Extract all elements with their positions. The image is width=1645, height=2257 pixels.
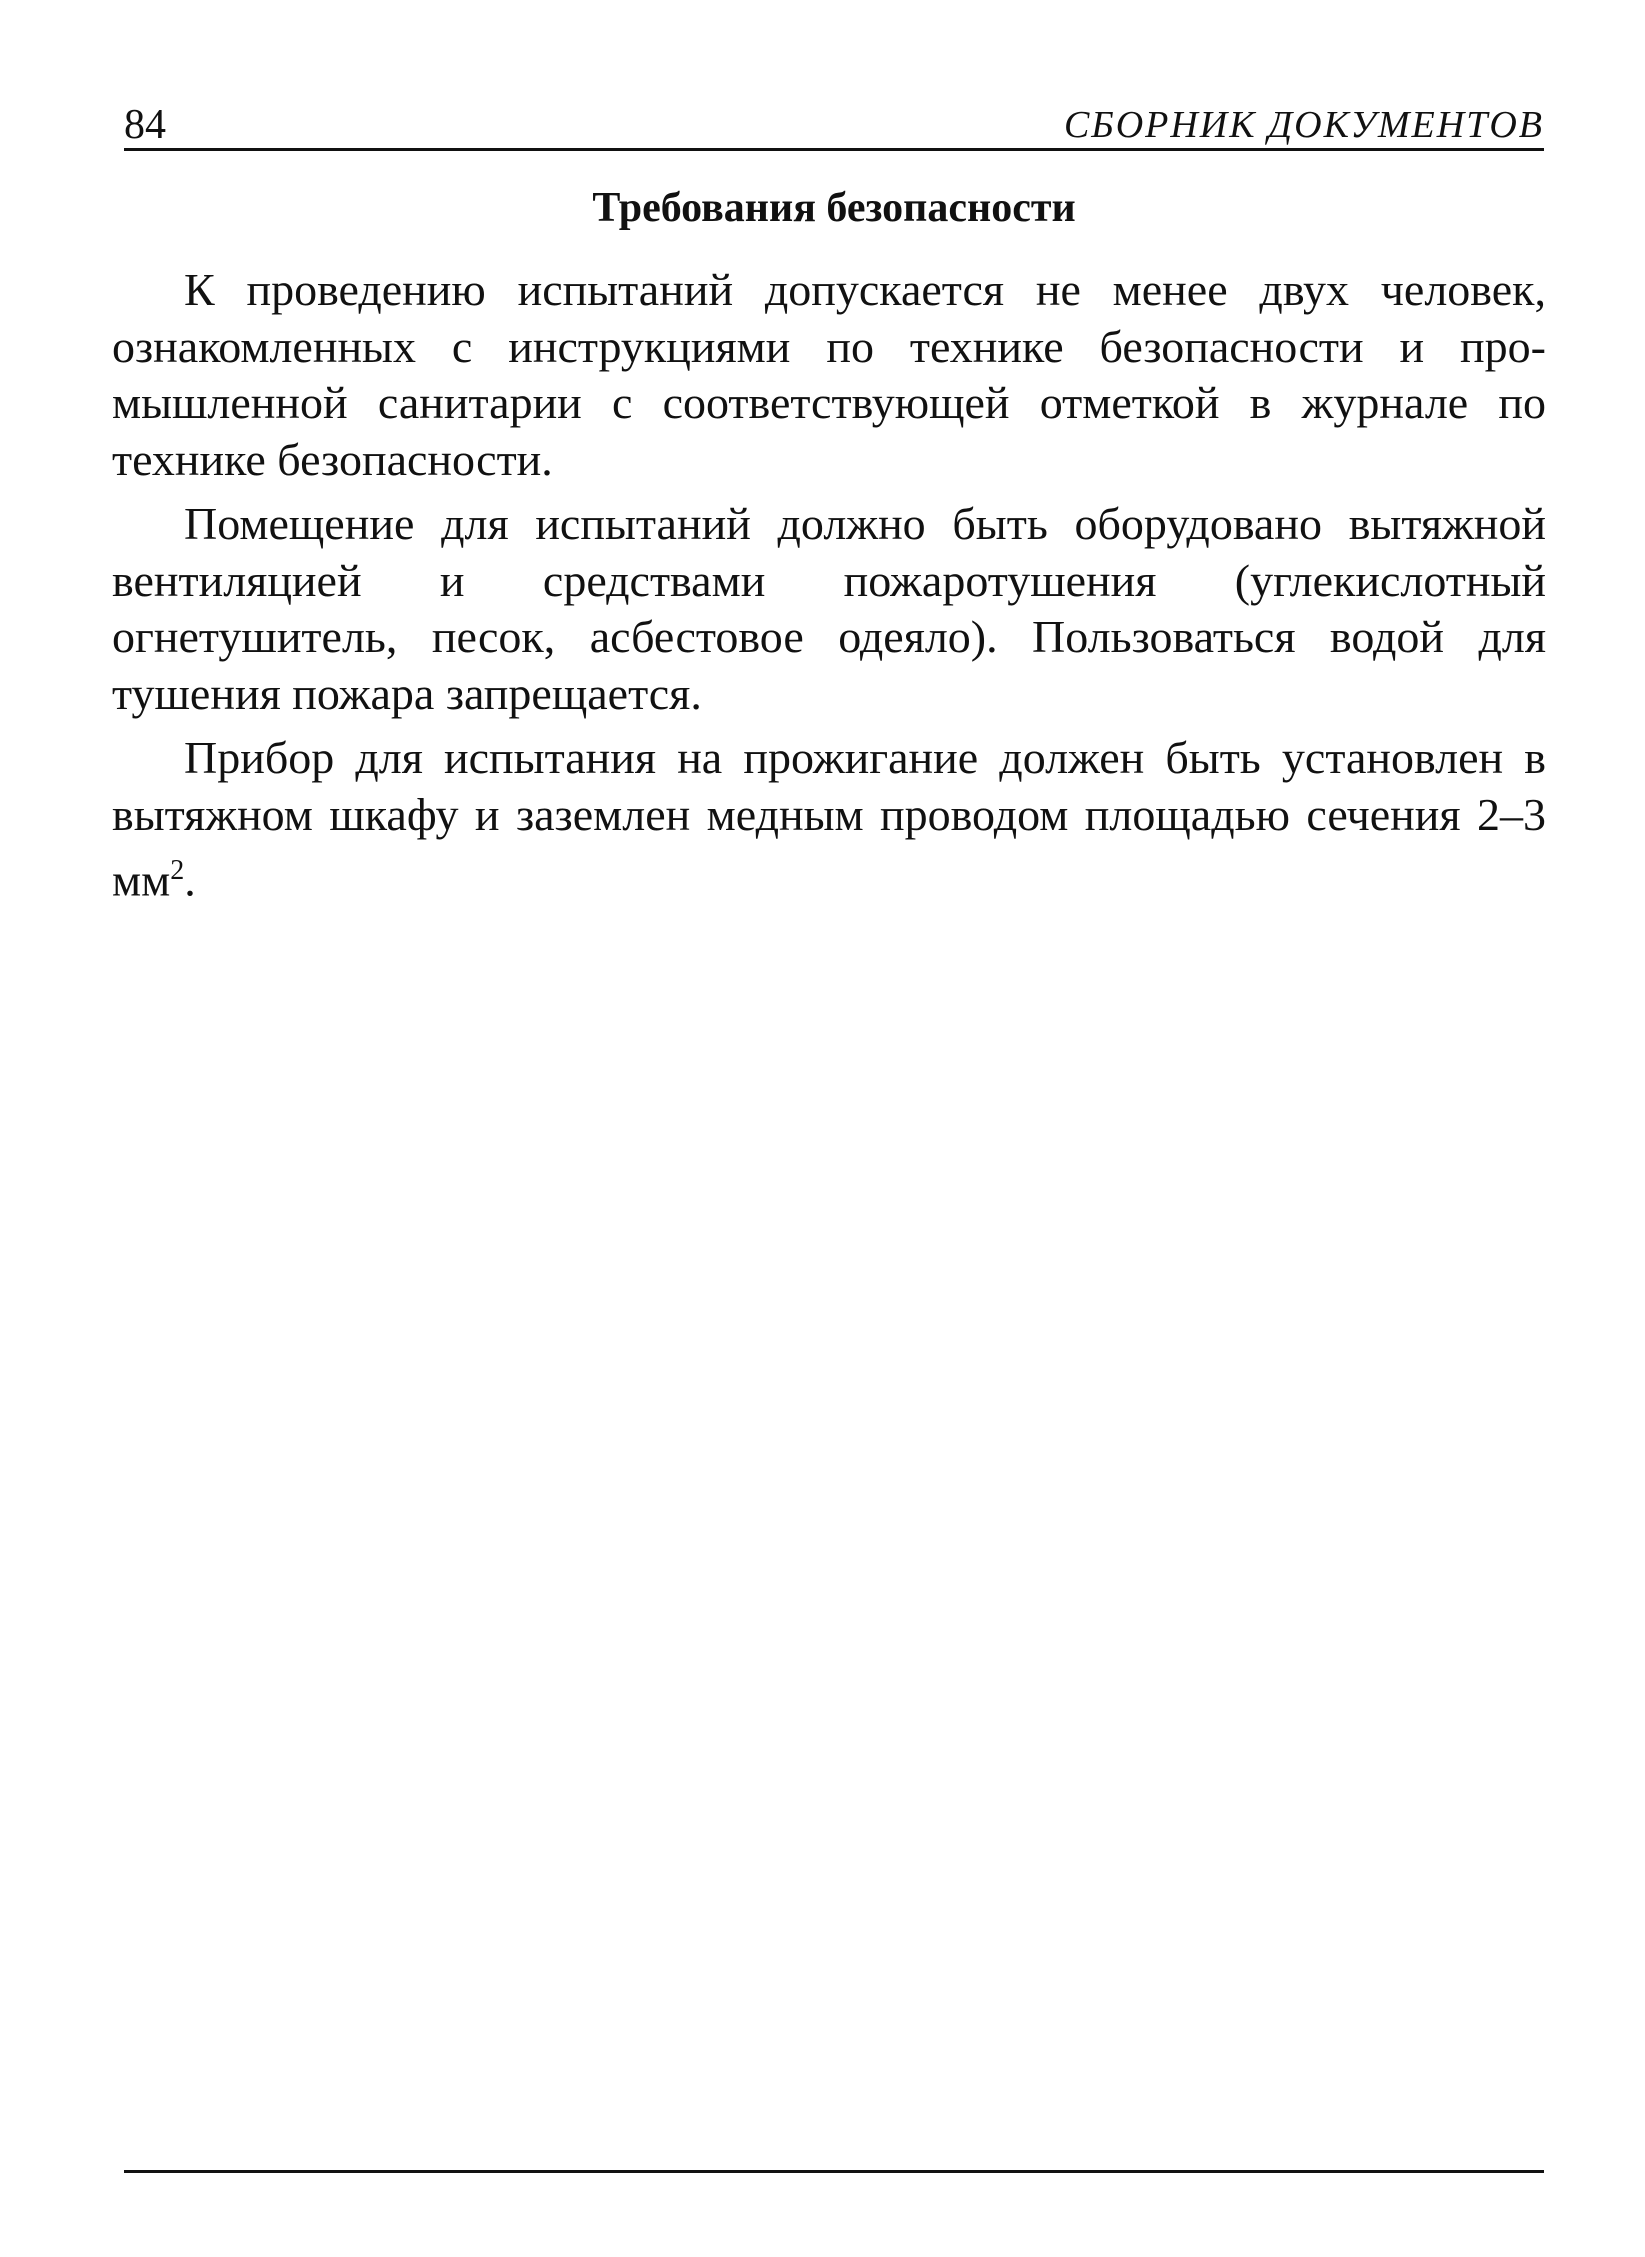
paragraph-device-text: Прибор для испытания на прожигание должен быть установлен в вытяжном шкафу и заземлен медным проводом площадью сечения 2–3 мм <box>112 732 1546 906</box>
paragraph-device-installation <box>112 730 1546 909</box>
running-title: СБОРНИК ДОКУМЕНТОВ <box>1063 104 1544 146</box>
superscript-unit: 2 <box>170 855 185 886</box>
section-title: Требования безопасности <box>592 185 1076 231</box>
paragraph-personnel: К проведению испытаний допускается не менее двух человек, ознакомленных с инструкциями по технике безопасности и промышленной санитарии с соответствующей отметкой в журнале по технике безопасности. <box>112 264 1546 485</box>
paragraph-room-equipment: Помещение для испытаний должно быть оборудовано вытяжной вентиляцией и средствами пожаротушения (углекислотный огнетушитель, песок, асбестовое одеяло). Пользоваться водой для тушения пожара запрещается. <box>112 498 1546 719</box>
footer-rule <box>124 2170 1544 2173</box>
page-header <box>124 96 1544 151</box>
body-text <box>112 262 1546 917</box>
trailing-period: . <box>184 854 196 906</box>
page-number: 84 <box>124 102 166 148</box>
